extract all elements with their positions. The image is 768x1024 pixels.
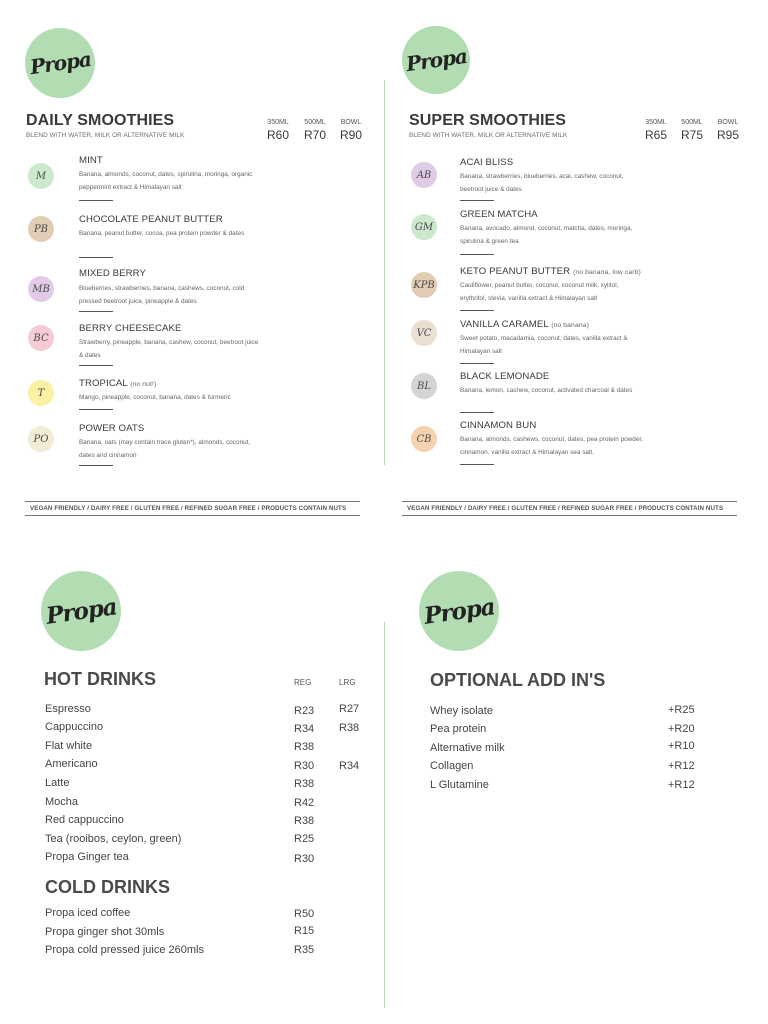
daily-footer-rule <box>25 515 360 516</box>
daily-size-price: R70 <box>303 128 326 142</box>
drink-name: Latte <box>45 777 70 789</box>
item-divider <box>79 257 113 258</box>
item-divider <box>460 363 494 364</box>
divider-top <box>384 80 385 465</box>
price-reg: R15 <box>294 925 315 937</box>
addin-name: Alternative milk <box>430 742 505 754</box>
price-reg: R38 <box>294 815 315 827</box>
price-reg: R30 <box>294 760 315 772</box>
item-divider <box>460 412 494 413</box>
logo-text: Propa <box>404 43 468 77</box>
item-divider <box>460 464 494 465</box>
logo-super <box>402 26 470 94</box>
item-desc: Banana, almonds, coconut, dates, spirulina, moringa, organic peppermint extract & Himalayan salt <box>79 171 253 191</box>
price-reg: R50 <box>294 908 315 920</box>
daily-size-price: R60 <box>266 128 289 142</box>
item-name: CINNAMON BUN <box>460 420 537 431</box>
daily-size-price: R90 <box>339 128 362 142</box>
drink-name: Americano <box>45 758 98 770</box>
item-desc: Banana, avocado, almond, coconut, matcha, dates, moringa, spirulina & green tea <box>460 225 633 245</box>
price-reg: R35 <box>294 944 315 956</box>
item-desc: Cauliflower, peanut butter, coconut, coconut milk, xylitol, erythritol, stevia, vanilla extract & Himalayan salt <box>460 282 619 302</box>
price-reg: R34 <box>294 723 315 735</box>
drink-name: Flat white <box>45 740 93 752</box>
drink-name: Propa ginger shot 30mls <box>45 926 165 938</box>
drink-name: Propa cold pressed juice 260mls <box>45 944 204 956</box>
addin-name: Collagen <box>430 760 474 772</box>
item-divider <box>460 254 494 255</box>
item-divider <box>79 200 113 201</box>
item-name: TROPICAL (no nut!) <box>79 378 157 389</box>
addin-name: L Glutamine <box>430 779 489 791</box>
badge-icon: BL <box>411 373 437 399</box>
item-name: ACAI BLISS <box>460 157 514 168</box>
logo-text: Propa <box>422 592 496 630</box>
item-name: MIXED BERRY <box>79 268 147 279</box>
logo-addins <box>419 571 499 651</box>
item-name: BLACK LEMONADE <box>460 371 550 382</box>
addin-name: Whey isolate <box>430 705 493 717</box>
item-name: POWER OATS <box>79 423 145 434</box>
item-name: GREEN MATCHA <box>460 209 538 220</box>
super-size-label: BOWL <box>717 119 739 126</box>
item-desc: Blueberries, strawberries, banana, cashews, coconut, cold pressed beetroot juice, pineapple & dates <box>79 285 245 305</box>
price-reg: R38 <box>294 778 315 790</box>
badge-icon: CB <box>411 426 437 452</box>
item-divider <box>460 310 494 311</box>
item-name: MINT <box>79 155 103 166</box>
badge-icon: KPB <box>411 272 437 298</box>
cold-drinks-title: COLD DRINKS <box>45 877 170 897</box>
logo-drinks <box>41 571 121 651</box>
item-divider <box>79 365 113 366</box>
hot-drinks-title: HOT DRINKS <box>44 669 156 689</box>
badge-icon: PB <box>28 216 54 242</box>
price-reg: R42 <box>294 797 315 809</box>
badge-icon: PO <box>28 426 54 452</box>
item-desc: Banana, lemon, cashew, coconut, activated charcoal & dates <box>460 387 633 394</box>
item-divider <box>460 200 494 201</box>
addin-name: Pea protein <box>430 723 487 735</box>
col-head-reg: REG <box>294 678 312 687</box>
badge-icon: BC <box>28 325 54 351</box>
super-size-label: 500ML <box>681 119 703 126</box>
item-name: KETO PEANUT BUTTER (no banana, low carb) <box>460 266 641 277</box>
drink-name: Propa Ginger tea <box>45 851 129 863</box>
item-divider <box>79 465 113 466</box>
super-footer-rule <box>402 501 737 502</box>
daily-subtitle: BLEND WITH WATER, MILK OR ALTERNATIVE MILK <box>26 132 185 139</box>
daily-size-label: 350ML <box>267 119 289 126</box>
daily-size-label: BOWL <box>340 119 362 126</box>
addin-price: +R12 <box>668 779 695 791</box>
super-footer: VEGAN FRIENDLY / DAIRY FREE / GLUTEN FREE / REFINED SUGAR FREE / PRODUCTS CONTAIN NUTS <box>407 505 724 512</box>
item-name: CHOCOLATE PEANUT BUTTER <box>79 214 223 225</box>
price-lrg: R34 <box>339 760 360 772</box>
item-desc: Banana, peanut butter, cocoa, pea protein powder & dates <box>79 230 245 237</box>
drink-name: Mocha <box>45 796 79 808</box>
item-desc: Banana, oats (may contain trace gluten*), almonds, coconut, dates and cinnamon <box>79 439 251 459</box>
super-footer-rule <box>402 515 737 516</box>
addin-price: +R12 <box>668 760 695 772</box>
super-subtitle: BLEND WITH WATER, MILK OR ALTERNATIVE MILK <box>409 132 568 139</box>
logo-daily <box>25 28 95 98</box>
item-desc: Mango, pineapple, coconut, banana, dates & turmeric <box>79 394 231 401</box>
item-desc: Banana, strawberries, blueberries, acai, cashew, coconut, beetroot juice & dates <box>460 173 624 193</box>
item-name: VANILLA CARAMEL (no banana) <box>460 319 589 330</box>
item-desc: Sweet potato, macadamia, coconut, dates, vanilla extract & Himalayan salt <box>460 335 628 355</box>
addins-title: OPTIONAL ADD IN'S <box>430 670 606 690</box>
drink-name: Red cappuccino <box>45 814 124 826</box>
logo-text: Propa <box>28 46 92 80</box>
price-reg: R25 <box>294 833 315 845</box>
addin-price: +R20 <box>668 723 695 735</box>
badge-icon: MB <box>28 276 54 302</box>
daily-size-label: 500ML <box>304 119 326 126</box>
daily-footer-rule <box>25 501 360 502</box>
drink-name: Cappuccino <box>45 721 104 733</box>
divider-bottom <box>384 622 385 1008</box>
super-size-price: R65 <box>644 128 667 142</box>
price-reg: R30 <box>294 853 315 865</box>
price-lrg: R27 <box>339 703 360 715</box>
addin-price: +R10 <box>668 740 695 752</box>
daily-footer: VEGAN FRIENDLY / DAIRY FREE / GLUTEN FREE / REFINED SUGAR FREE / PRODUCTS CONTAIN NUTS <box>30 505 347 512</box>
col-head-lrg: LRG <box>339 678 356 687</box>
super-size-label: 350ML <box>645 119 667 126</box>
price-reg: R23 <box>294 705 315 717</box>
item-divider <box>79 409 113 410</box>
logo-text: Propa <box>44 592 118 630</box>
drink-name: Tea (rooibos, ceylon, green) <box>45 833 182 845</box>
super-size-price: R95 <box>716 128 739 142</box>
price-lrg: R38 <box>339 722 360 734</box>
super-title: SUPER SMOOTHIES <box>409 112 567 129</box>
badge-icon: AB <box>411 162 437 188</box>
drink-name: Propa iced coffee <box>45 907 131 919</box>
price-reg: R38 <box>294 741 315 753</box>
badge-icon: VC <box>411 320 437 346</box>
drink-name: Espresso <box>45 703 91 715</box>
daily-title: DAILY SMOOTHIES <box>26 112 175 129</box>
item-desc: Banana, almonds, cashews, coconut, dates, pea protein powder, cinnamon, vanilla extract & Himalayan sea salt. <box>460 436 643 456</box>
addin-price: +R25 <box>668 704 695 716</box>
badge-icon: T <box>28 380 54 406</box>
badge-icon: GM <box>411 214 437 240</box>
item-name: BERRY CHEESECAKE <box>79 323 182 334</box>
super-size-price: R75 <box>680 128 703 142</box>
badge-icon: M <box>28 163 54 189</box>
item-desc: Strawberry, pineapple, banana, cashew, coconut, beetroot juice & dates <box>79 339 259 359</box>
item-divider <box>79 311 113 312</box>
